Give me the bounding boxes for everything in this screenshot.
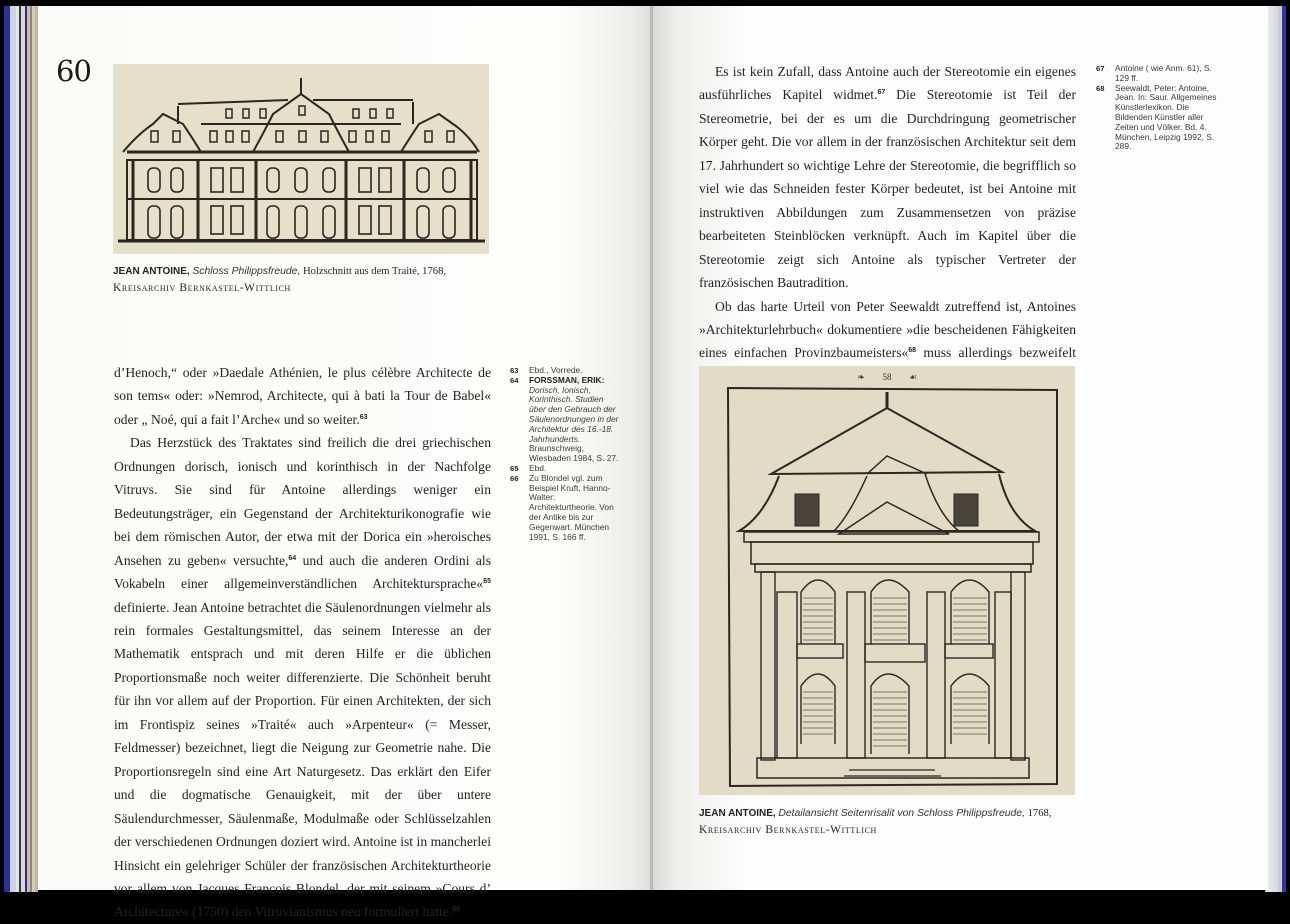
footnote-number: 68 <box>1096 83 1105 93</box>
plate-number: 58 <box>882 372 892 382</box>
svg-text:❧: ❧ <box>857 373 865 383</box>
page-number: 60 <box>56 54 91 88</box>
footnote-text: Ebd. <box>529 462 547 473</box>
footnote-reference[interactable]: 66 <box>452 906 461 914</box>
caption-credit: Kreisarchiv Bernkastel-Wittlich <box>699 824 877 836</box>
right-sidenotes <box>1096 64 1226 152</box>
right-body-text <box>699 60 1076 388</box>
footnote <box>1096 64 1226 84</box>
footnote-reference[interactable]: 63 <box>359 413 368 421</box>
footnote-number: 67 <box>1096 64 1105 73</box>
caption-description: 1768, <box>1024 808 1052 819</box>
figure-caption-palace <box>113 264 513 297</box>
footnote-reference[interactable]: 65 <box>483 578 491 586</box>
caption-title: Detailansicht Seitenrisalit von Schloss Philippsfreude, <box>778 808 1025 819</box>
footnote-number: 65 <box>510 463 519 473</box>
caption-author: JEAN ANTOINE, <box>113 266 190 277</box>
footnote-number: 64 <box>510 375 519 385</box>
footnote-text: Antoine ( wie Anm. 61), S. 129 ff. <box>1115 63 1212 83</box>
body-paragraph: d’Henoch,“ oder »Daedale Athénien, le plus célèbre Architecte de son tems« oder: »Nemrod, Architecte, qui à bati la Tour de Babel« oder „ Noé, qui a fait l’Arche« und so weiter.$^{63}$ <box>114 365 491 427</box>
left-body-text <box>114 361 491 924</box>
pavilion-elevation-drawing <box>699 366 1075 795</box>
footnote <box>1096 84 1226 153</box>
footnote-number: 63 <box>510 366 519 375</box>
footnote-text: Seewaldt, Peter: Antoine, Jean. In: Saur. Allgemeines Künstlerlexikon. Die Bildenden Künstler aller Zeiten und Völker. Bd. 4. München, Leipzig 1992, S. 289. <box>1115 82 1217 152</box>
footnote-number: 66 <box>510 473 519 483</box>
woodcut-palace-facade-image <box>113 64 489 254</box>
footnote-reference[interactable]: 68 <box>908 347 917 355</box>
caption-credit: Kreisarchiv Bernkastel-Wittlich <box>113 282 291 294</box>
palace-facade-drawing <box>113 64 489 254</box>
footnote-reference[interactable]: 67 <box>877 89 886 97</box>
body-paragraph: Das Herzstück des Traktates sind freilich die drei griechischen Ordnungen dorisch, ionisch und korinthisch in der Nachfolge Vitruvs. Sie sind für Antoine allerdings weniger ein Bedeutungsträger, ein Gegenstand der Architekturikonografie wie bei dem römischen Autor, der etwa mit der Dorica ein »heroisches Ansehen zu geben« versuchte,$^{64}$ und auch die anderen Ordini als Vokabeln einer allgemeinverständlichen Architektursprache«$^{65}$ definierte. Jean Antoine betrachtet die Säulenordnungen vielmehr als rein formales Gestaltungsmittel, das seinem Interesse an der Mathematik entsprach und mit deren Hilfe er die üblichen Proportionsmaße noch weiter differenzierte. Die Schönheit beruht für ihn vor allem auf der Proportion. Für einen Architekten, der sich im Frontispiz seines »Traité« auch »Arpenteur« (= Messer, Feldmesser) bezeichnet, liegt die Neigung zur Geometrie nahe. Die Proportionsregeln sind eine Art Naturgesetz. Das erklärt den Eifer und die dogmatische Genauigkeit, mit der über untere Säulendurchmesser, Säulenmaße, Modulmaße oder Schlüsselzahlen der verschiedenen Ordnungen doziert wird. Antoine ist in mancherlei Hinsicht ein gelehriger Schüler der französischen Architekturtheorie vor allem von Jacques François Blondel, der mit seinem »Cours d’ Architecture« (1750) den Vitruvianismus neu formuliert hatte.$^{66}$ <box>114 435 491 920</box>
left-page-stack-edge <box>0 6 42 892</box>
footnote-reference[interactable]: 64 <box>288 554 297 562</box>
footnote <box>510 474 620 543</box>
caption-title: Schloss Philippsfreude, <box>192 266 301 277</box>
woodcut-pavilion-elevation-image <box>699 366 1075 795</box>
caption-description: Holzschnitt aus dem Traité, 1768, <box>300 266 447 277</box>
footnote <box>510 376 620 464</box>
right-page-stack-edge <box>1265 6 1290 892</box>
body-paragraph: Ob das harte Urteil von Peter Seewaldt zutreffend ist, Antoines »Architekturlehrbuch« dokumentiere »die bescheidenen Fähigkeiten eines einfachen Provinzbaumeisters«$^{68}$ muss allerdings bezweifelt <box>699 298 1076 361</box>
body-paragraph: Es ist kein Zufall, dass Antoine auch der Stereotomie ein eigenes ausführliches Kapitel widmet.$^{67}$ Die Stereotomie ist Teil der Stereometrie, bei der es um die Durchdringung geometrischer Körper geht. Die vor allem in der französischen Architektur seit dem 17. Jahrhundert so wichtige Lehre der Stereotomie, die begrifflich so viel wie das Schneiden fester Körper bedeutet, ist bei Antoine mit instruktiven Abbildungen zum Zusammensetzen von präzise bearbeiteten Steinblöcken verknüpft. Auch im Kapitel über die Stereotomie zeigt sich Antoine als typischer Vertreter der französischen Bautradition. <box>699 64 1076 291</box>
left-sidenotes <box>510 366 620 542</box>
svg-text:☙: ☙ <box>908 373 918 383</box>
caption-author: JEAN ANTOINE, <box>699 808 776 819</box>
footnote-text: Zu Blondel vgl. zum Beispiel Kruft, Hanno-Walter: Architekturtheorie. Von der Antike bis zur Gegenwart. München 1991, S. 166 ff. <box>529 472 614 542</box>
book-gutter <box>650 6 653 890</box>
footnote-text: Ebd., Vorrede. <box>529 365 583 375</box>
figure-caption-pavilion <box>699 806 1119 839</box>
footnote-text: FORSSMAN, ERIK: Dorisch, Ionisch, Korinthisch. Studien über den Gebrauch der Säulenordnungen in der Architektur des 16.-18. Jahrhunderts. Braunschweig, Wiesbaden 1984, S. 27. <box>529 374 619 464</box>
